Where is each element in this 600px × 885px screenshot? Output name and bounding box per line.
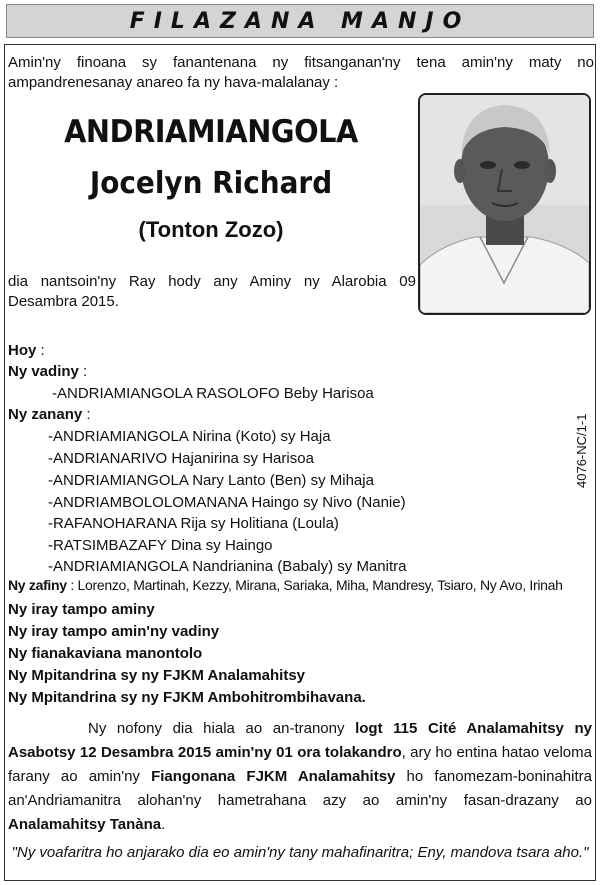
- hoy-line: [8, 342, 45, 359]
- hoy-colon: :: [36, 342, 45, 359]
- portrait-photo: [418, 93, 591, 315]
- deceased-nickname: (Tonton Zozo): [138, 217, 284, 242]
- funeral-text-3: ho fanomezam-boninahitra an'Andriamanitra alohan'ny hametrahana azy ao amin'ny fasan-drazany ao: [8, 768, 592, 809]
- reference-code: 4076-NC/1-1: [574, 413, 589, 488]
- child-item: -ANDRIAMIANGOLA Nary Lanto (Ben) sy Mihaja: [48, 472, 374, 489]
- spouse-label: Ny vadiny: [8, 363, 79, 380]
- bible-quote: "Ny voafaritra ho anjarako dia eo amin'ny tany mahafinaritra; Eny, mandova tsara aho.": [11, 844, 589, 861]
- page-title: FILAZANA MANJO: [129, 8, 471, 34]
- grandchildren-line: [8, 577, 592, 593]
- child-item: -ANDRIANARIVO Hajanirina sy Harisoa: [48, 450, 314, 467]
- funeral-burial-place: Analamahitsy Tanàna: [8, 816, 162, 833]
- hoy-label: Hoy: [8, 342, 37, 359]
- header-banner: [6, 4, 594, 38]
- deceased-given-names: Jocelyn Richard: [89, 166, 333, 201]
- portrait-illustration: [420, 95, 589, 313]
- spouse-name: -ANDRIAMIANGOLA RASOLOFO Beby Harisoa: [52, 385, 374, 402]
- child-item: -ANDRIAMIANGOLA Nirina (Koto) sy Haja: [48, 428, 331, 445]
- grandchildren-label: Ny zafiny: [8, 577, 67, 593]
- relatives-item: Ny Mpitandrina sy ny FJKM Ambohitrombihavana.: [8, 689, 366, 706]
- relatives-item: Ny Mpitandrina sy ny FJKM Analamahitsy: [8, 667, 306, 684]
- spouse-heading: [8, 363, 87, 380]
- death-notice: dia nantsoin'ny Ray hody any Aminy ny Alarobia 09 Desambra 2015.: [8, 273, 416, 310]
- funeral-text-1: Ny nofony dia hiala ao an-tranony: [88, 720, 356, 737]
- child-item: -RATSIMBAZAFY Dina sy Haingo: [48, 537, 273, 554]
- funeral-details: [8, 717, 592, 837]
- child-item: -ANDRIAMIANGOLA Nandrianina (Babaly) sy Manitra: [48, 558, 407, 575]
- grandchildren-list: : Lorenzo, Martinah, Kezzy, Mirana, Sariaka, Miha, Mandresy, Tsiaro, Ny Avo, Irinah: [66, 577, 563, 593]
- relatives-item: Ny iray tampo amin'ny vadiny: [8, 623, 220, 640]
- relatives-item: Ny fianakaviana manontolo: [8, 645, 203, 662]
- children-colon: :: [82, 406, 91, 423]
- relatives-item: Ny iray tampo aminy: [8, 601, 155, 618]
- spouse-colon: :: [78, 363, 88, 380]
- intro-text: Amin'ny finoana sy fanantenana ny fitsanganan'ny tena amin'ny maty no ampandrenesanay anareo fa ny hava-malalanay :: [8, 54, 594, 91]
- deceased-surname: ANDRIAMIANGOLA: [64, 114, 358, 150]
- child-item: -ANDRIAMBOLOLOMANANA Haingo sy Nivo (Nanie): [48, 494, 406, 511]
- child-item: -RAFANOHARANA Rija sy Holitiana (Loula): [48, 515, 339, 532]
- funeral-address-date: logt 115 Cité Analamahitsy ny Asabotsy 12 Desambra 2015 amin'ny 01 ora tolakandro: [8, 720, 592, 761]
- funeral-church: Fiangonana FJKM Analamahitsy: [151, 768, 396, 785]
- funeral-text-2: , ary ho entina hatao veloma farany ao amin'ny: [8, 744, 592, 785]
- children-label: Ny zanany: [8, 406, 83, 423]
- children-heading: [8, 406, 91, 423]
- funeral-text-4: .: [161, 816, 166, 833]
